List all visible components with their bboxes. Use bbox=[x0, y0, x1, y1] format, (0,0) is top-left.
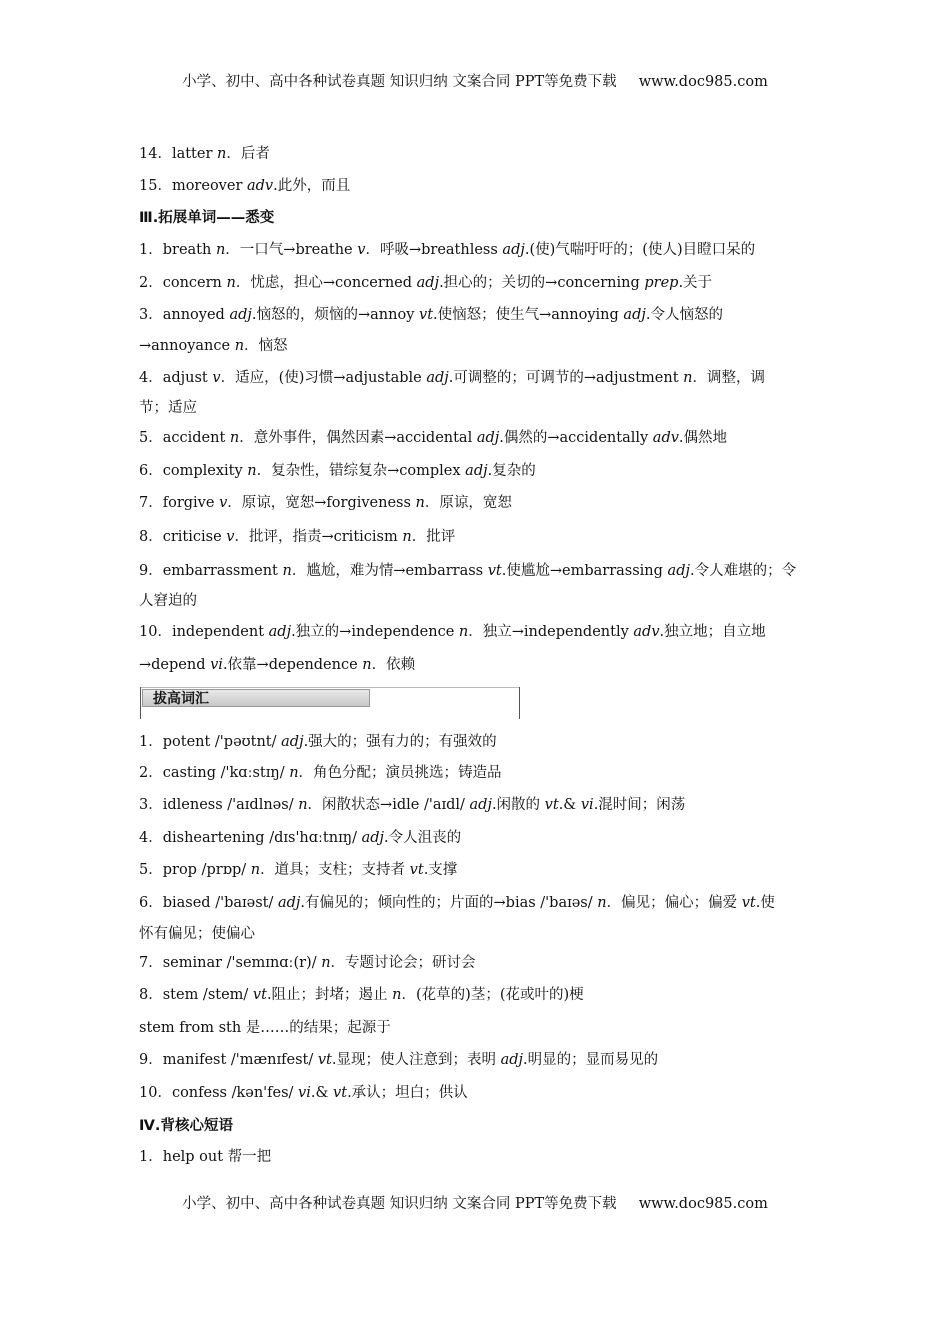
text-line: 15．moreover adv.此外，而且 bbox=[139, 178, 351, 194]
text-line: 6．complexity n．复杂性，错综复杂→complex adj.复杂的 bbox=[139, 463, 536, 479]
text-line: 14．latter n．后者 bbox=[139, 146, 270, 162]
text-line: 9．embarrassment n．尴尬，难为情→embarrass vt.使尴尬→embarrassing adj.令人难堪的；令 bbox=[139, 563, 797, 579]
text-line: 4．adjust v．适应，(使)习惯→adjustable adj.可调整的；可调节的→adjustment n．调整，调 bbox=[139, 370, 766, 386]
banner-label: 拔高词汇 bbox=[142, 689, 370, 707]
page-footer bbox=[0, 1192, 950, 1213]
text-line: 2．concern n．忧虑，担心→concerned adj.担心的；关切的→concerning prep.关于 bbox=[139, 275, 713, 291]
header-url: www.doc985.com bbox=[638, 74, 768, 90]
page-header bbox=[0, 70, 950, 91]
text-line: 怀有偏见；使偏心 bbox=[139, 926, 255, 942]
text-line: 1．help out 帮一把 bbox=[139, 1149, 272, 1165]
text-line: 5．accident n．意外事件，偶然因素→accidental adj.偶然的→accidentally adv.偶然地 bbox=[139, 430, 728, 446]
text-line: 9．manifest /'mænɪfest/ vt.显现；使人注意到；表明 adj.明显的；显而易见的 bbox=[139, 1052, 659, 1068]
text-line: 1．potent /'pəʊtnt/ adj.强大的；强有力的；有强效的 bbox=[139, 734, 497, 750]
text-line: 10．independent adj.独立的→independence n．独立→independently adv.独立地；自立地 bbox=[139, 624, 766, 640]
text-line: stem from sth 是……的结果；起源于 bbox=[139, 1020, 391, 1036]
text-line: 10．confess /kən'fes/ vi.& vt.承认；坦白；供认 bbox=[139, 1085, 468, 1101]
text-line: 7．forgive v．原谅，宽恕→forgiveness n．原谅，宽恕 bbox=[139, 495, 512, 511]
text-line: 人窘迫的 bbox=[139, 593, 197, 609]
text-line: 2．casting /'kɑːstɪŋ/ n．角色分配；演员挑选；铸造品 bbox=[139, 765, 502, 781]
text-line: 3．idleness /'aɪdlnəs/ n．闲散状态→idle /'aɪdl/ adj.闲散的 vt.& vi.混时间；闲荡 bbox=[139, 797, 686, 813]
footer-url: www.doc985.com bbox=[638, 1196, 768, 1212]
text-line: 6．biased /'baɪəst/ adj.有偏见的；倾向性的；片面的→bias /'baɪəs/ n．偏见；偏心；偏爱 vt.使 bbox=[139, 895, 775, 911]
text-line: 5．prop /prɒp/ n．道具；支柱；支持者 vt.支撑 bbox=[139, 862, 458, 878]
text-line: →depend vi.依靠→dependence n．依赖 bbox=[139, 657, 416, 673]
footer-text: 小学、初中、高中各种试卷真题 知识归纳 文案合同 PPT等免费下载 bbox=[182, 1196, 617, 1212]
text-line: 3．annoyed adj.恼怒的，烦恼的→annoy vt.使恼怒；使生气→annoying adj.令人恼怒的 bbox=[139, 307, 723, 323]
text-line: 1．breath n．一口气→breathe v．呼吸→breathless adj.(使)气喘吁吁的；(使人)目瞪口呆的 bbox=[139, 242, 756, 258]
text-line: 4．disheartening /dɪs'hɑːtnɪŋ/ adj.令人沮丧的 bbox=[139, 830, 462, 846]
text-line: Ⅳ.背核心短语 bbox=[139, 1118, 233, 1134]
section-banner bbox=[140, 687, 520, 719]
header-text: 小学、初中、高中各种试卷真题 知识归纳 文案合同 PPT等免费下载 bbox=[182, 74, 617, 90]
text-line: 8．stem /stem/ vt.阻止；封堵；遏止 n．(花草的)茎；(花或叶的)梗 bbox=[139, 987, 584, 1003]
text-line: 7．seminar /'semɪnɑː(r)/ n．专题讨论会；研讨会 bbox=[139, 955, 476, 971]
text-line: Ⅲ.拓展单词——悉变 bbox=[139, 210, 275, 226]
text-line: 节；适应 bbox=[139, 400, 197, 416]
text-line: 8．criticise v．批评，指责→criticism n．批评 bbox=[139, 529, 456, 545]
text-line: →annoyance n．恼怒 bbox=[139, 338, 288, 354]
